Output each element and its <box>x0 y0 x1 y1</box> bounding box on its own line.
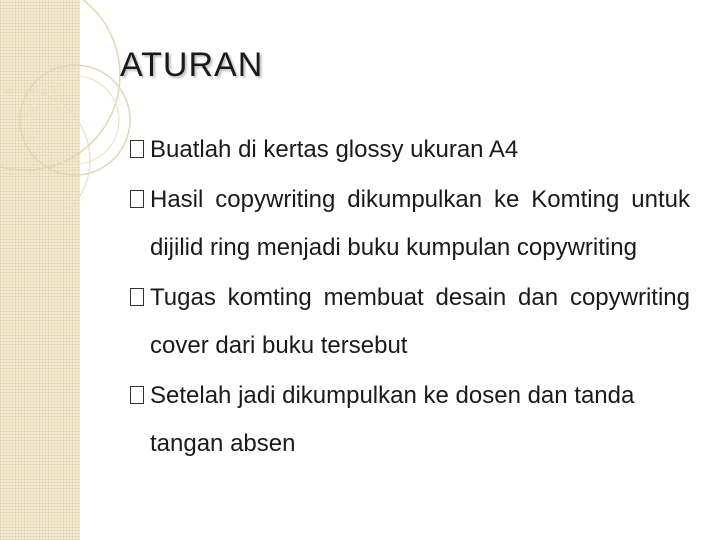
missing-glyph-box-icon <box>130 140 144 158</box>
bullet-item <box>130 126 690 174</box>
missing-glyph-box-icon <box>130 386 144 404</box>
bullet-text: Hasil copywriting dikumpulkan ke Komting untuk dijilid ring menjadi buku kumpulan copywriting <box>150 186 690 261</box>
bullet-text: Buatlah di kertas glossy ukuran A4 <box>150 136 519 163</box>
missing-glyph-box-icon <box>130 190 144 208</box>
bullet-list <box>130 126 690 470</box>
bullet-item <box>130 274 690 370</box>
missing-glyph-box-icon <box>130 288 144 306</box>
bullet-text: Setelah jadi dikumpulkan ke dosen dan tanda tangan absen <box>150 382 635 457</box>
bullet-item <box>130 176 690 272</box>
bullet-text: Tugas komting membuat desain dan copywriting cover dari buku tersebut <box>150 284 690 359</box>
bullet-item <box>130 372 690 468</box>
slide-title: ATURAN <box>120 46 264 84</box>
